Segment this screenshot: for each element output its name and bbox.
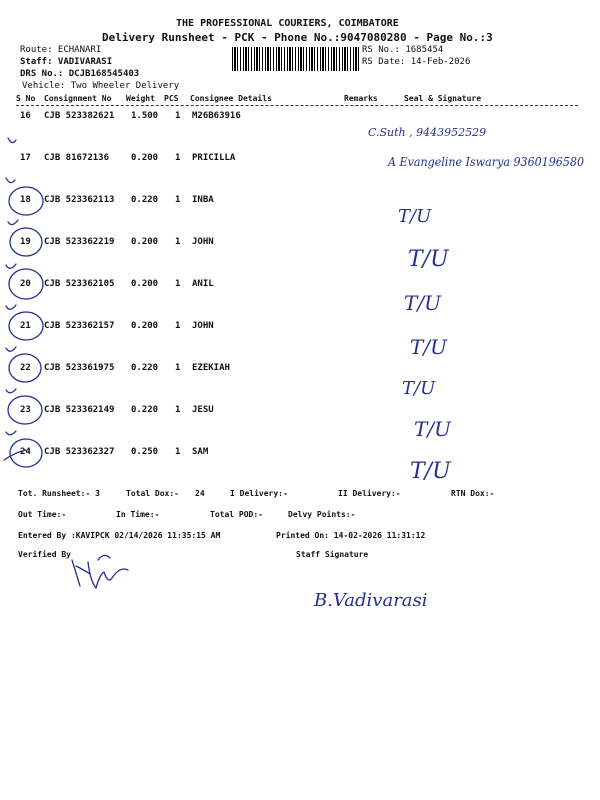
- row-sno: 23: [20, 405, 31, 415]
- row-weight: 0.200: [131, 279, 159, 289]
- row-pcs: 1: [175, 237, 181, 247]
- tick-mark: [8, 138, 16, 143]
- tick-mark: [6, 389, 16, 393]
- rs-number: RS No.: 1685454: [362, 45, 444, 55]
- i-delivery: I Delivery:-: [230, 489, 288, 498]
- row-consignment: CJB 523361975: [44, 363, 115, 373]
- col-pcs: PCS: [164, 94, 179, 103]
- row-pcs: 1: [175, 153, 181, 163]
- signature-row-21: T/U: [410, 335, 447, 359]
- runsheet-subtitle: Delivery Runsheet - PCK - Phone No.:9047080280 - Page No.:3: [102, 31, 493, 44]
- circle-mark: [9, 187, 43, 215]
- ii-delivery: II Delivery:-: [338, 489, 401, 498]
- tick-mark: [8, 220, 18, 225]
- total-pod: Total POD:-: [210, 510, 263, 519]
- row-pcs: 1: [175, 111, 181, 121]
- row-weight: 0.200: [131, 237, 159, 247]
- col-remarks: Remarks: [344, 94, 378, 103]
- row-weight: 1.500: [131, 111, 159, 121]
- row-consignment: CJB 523362105: [44, 279, 115, 289]
- signature-row-23: T/U: [414, 417, 451, 441]
- tick-mark: [6, 347, 16, 351]
- col-sno: S No: [16, 94, 36, 103]
- row-consignment: CJB 523382621: [44, 111, 115, 121]
- col-seal-signature: Seal & Signature: [404, 94, 482, 103]
- row-sno: 22: [20, 363, 31, 373]
- row-consignee: ANIL: [192, 279, 214, 289]
- row-consignment: CJB 523362157: [44, 321, 115, 331]
- row-consignee: PRICILLA: [192, 153, 236, 163]
- circle-mark: [9, 312, 43, 340]
- col-weight: Weight: [126, 94, 155, 103]
- row-sno: 24: [20, 447, 31, 457]
- row-pcs: 1: [175, 195, 181, 205]
- row-consignee: JOHN: [192, 321, 214, 331]
- signature-row-17: A Evangeline Iswarya 9360196580: [387, 155, 585, 169]
- circle-mark: [10, 228, 42, 256]
- out-time: Out Time:-: [18, 510, 67, 519]
- circle-mark: [9, 269, 43, 299]
- signature-row-24: T/U: [410, 459, 451, 484]
- row-pcs: 1: [175, 363, 181, 373]
- row-sno: 21: [20, 321, 31, 331]
- delvy-points: Delvy Points:-: [288, 510, 356, 519]
- circle-mark: [9, 354, 41, 382]
- row-consignment: CJB 523362219: [44, 237, 115, 247]
- total-dox-label: Total Dox:-: [126, 489, 179, 498]
- row-consignment: CJB 523362113: [44, 195, 115, 205]
- total-dox-value: 24: [195, 489, 205, 498]
- route-label: Route: ECHANARI: [20, 45, 102, 55]
- row-sno: 16: [20, 111, 31, 121]
- row-pcs: 1: [175, 405, 181, 415]
- signature-row-19: T/U: [408, 247, 449, 272]
- row-sno: 18: [20, 195, 31, 205]
- row-consignment: CJB 523362149: [44, 405, 115, 415]
- printed-on: Printed On: 14-02-2026 11:31:12: [276, 531, 426, 540]
- row-weight: 0.220: [131, 363, 159, 373]
- row-consignment: CJB 81672136: [44, 153, 110, 163]
- tick-mark: [4, 450, 26, 460]
- vehicle-label: Vehicle: Two Wheeler Delivery: [22, 81, 180, 91]
- row-consignee: JOHN: [192, 237, 214, 247]
- row-sno: 17: [20, 153, 31, 163]
- tick-mark: [6, 178, 15, 183]
- signature-row-20: T/U: [404, 291, 441, 315]
- tick-mark: [6, 431, 16, 435]
- verified-by-label: Verified By: [18, 550, 71, 559]
- tick-mark: [6, 305, 16, 309]
- row-consignee: EZEKIAH: [192, 363, 230, 373]
- circle-mark: [8, 396, 42, 424]
- row-sno: 19: [20, 237, 31, 247]
- verified-by-signature: [72, 555, 128, 588]
- in-time: In Time:-: [116, 510, 160, 519]
- staff-label: Staff: VADIVARASI: [20, 57, 113, 67]
- row-pcs: 1: [175, 321, 181, 331]
- rtn-dox: RTN Dox:-: [451, 489, 495, 498]
- row-weight: 0.220: [131, 195, 159, 205]
- col-consignee: Consignee Details: [190, 94, 272, 103]
- row-consignee: SAM: [192, 447, 209, 457]
- row-weight: 0.200: [131, 321, 159, 331]
- company-title: THE PROFESSIONAL COURIERS, COIMBATORE: [176, 18, 399, 29]
- row-consignee: JESU: [192, 405, 214, 415]
- row-consignee: INBA: [192, 195, 214, 205]
- rs-date: RS Date: 14-Feb-2026: [362, 57, 471, 67]
- row-weight: 0.220: [131, 405, 159, 415]
- tick-mark: [6, 264, 16, 268]
- row-sno: 20: [20, 279, 31, 289]
- tot-runsheet: Tot. Runsheet:- 3: [18, 489, 100, 498]
- col-consignment: Consignment No: [44, 94, 112, 103]
- circle-mark: [10, 439, 42, 467]
- row-pcs: 1: [175, 447, 181, 457]
- entered-by: Entered By :KAVIPCK 02/14/2026 11:35:15 AM: [18, 531, 221, 540]
- row-consignment: CJB 523362327: [44, 447, 115, 457]
- drs-number: DRS No.: DCJB168545403: [20, 69, 140, 79]
- row-weight: 0.250: [131, 447, 159, 457]
- staff-signature-label: Staff Signature: [296, 550, 369, 559]
- signature-row-16: C.Suth , 9443952529: [368, 126, 487, 139]
- row-consignee: M26B63916: [192, 111, 241, 121]
- signature-row-18: T/U: [398, 206, 432, 227]
- row-pcs: 1: [175, 279, 181, 289]
- row-weight: 0.200: [131, 153, 159, 163]
- staff-signature-handwritten: B.Vadivarasi: [314, 590, 428, 611]
- signature-row-22: T/U: [402, 378, 436, 399]
